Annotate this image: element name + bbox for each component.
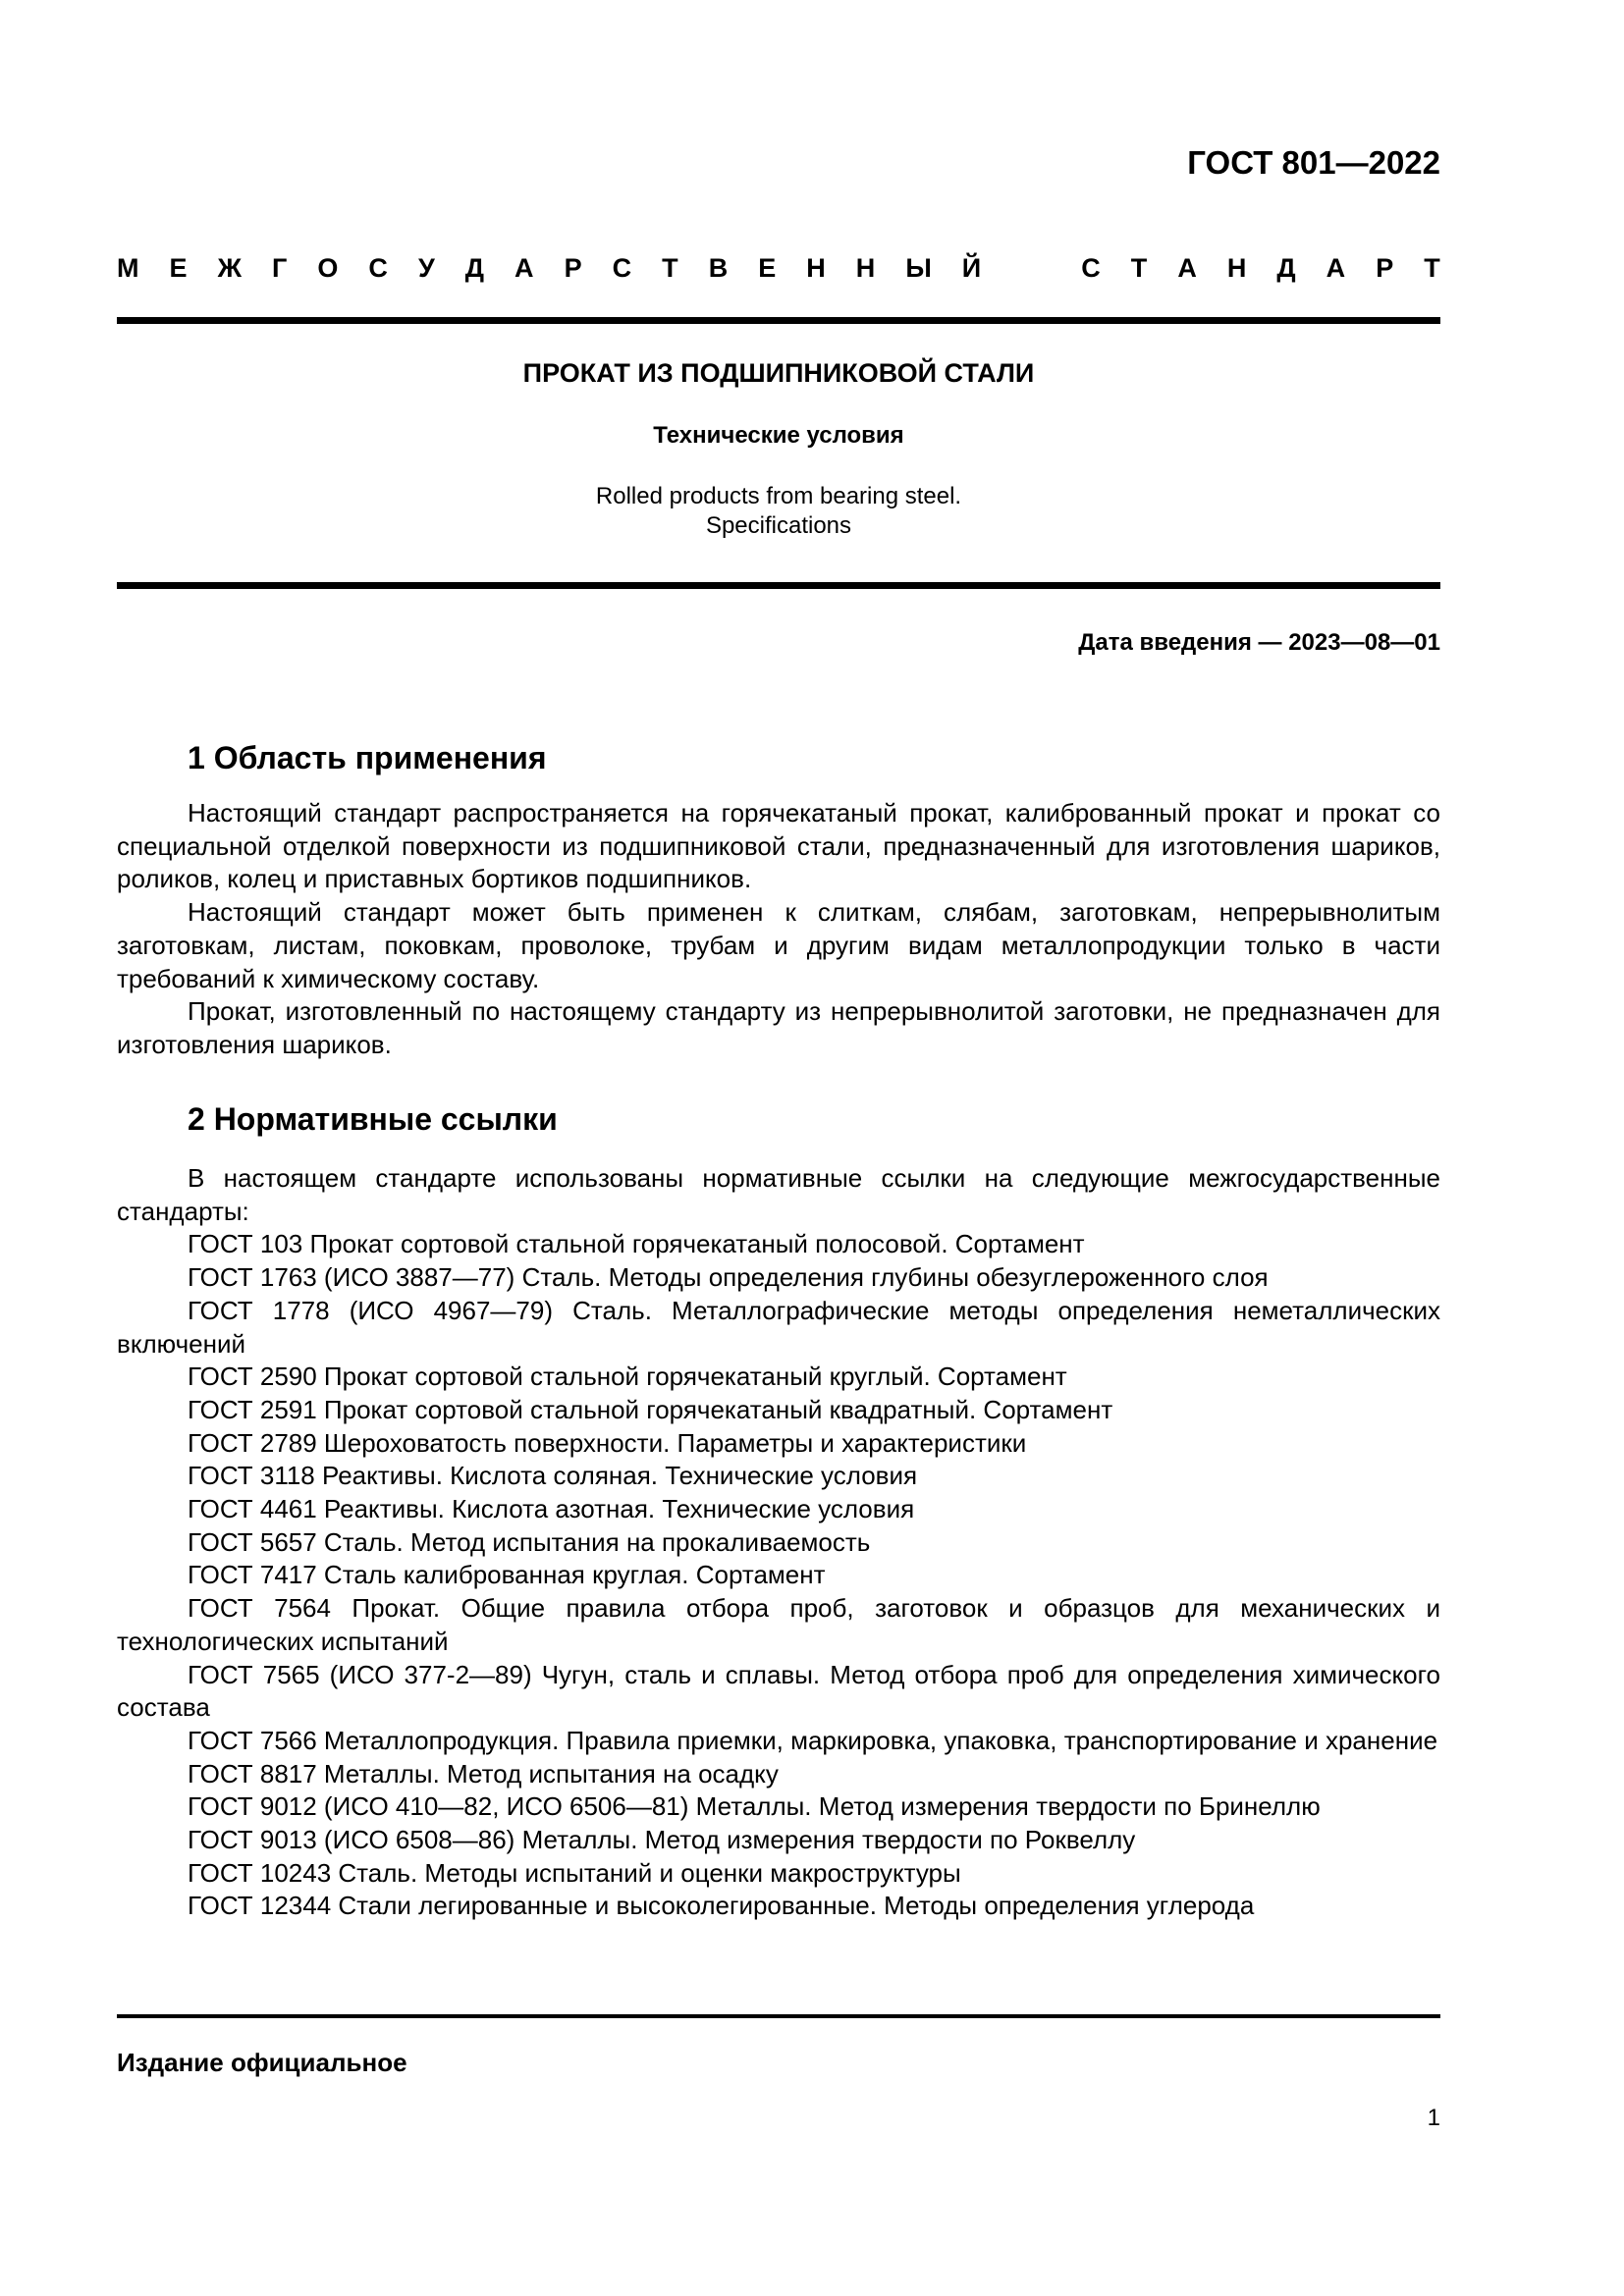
title-en-line-1: Rolled products from bearing steel. <box>595 483 962 509</box>
document-title-ru: ПРОКАТ ИЗ ПОДШИПНИКОВОЙ СТАЛИ <box>522 358 1035 388</box>
reference-item: ГОСТ 5657 Сталь. Метод испытания на прокаливаемость <box>188 1526 871 1557</box>
interstate-word-letter: В <box>708 253 729 283</box>
standard-word-letter: Р <box>1376 253 1394 283</box>
reference-item: ГОСТ 7417 Сталь калиброванная круглая. Сортамент <box>188 1560 826 1590</box>
standard-word-letter: С <box>1081 253 1101 283</box>
banner-word-gap <box>1011 251 1051 285</box>
reference-item: ГОСТ 8817 Металлы. Метод испытания на осадку <box>188 1758 779 1789</box>
reference-item: ГОСТ 9013 (ИСО 6508—86) Металлы. Метод измерения твердости по Роквеллу <box>188 1825 1136 1855</box>
interstate-word-letter: А <box>514 253 534 283</box>
interstate-word-letter: Г <box>272 253 288 283</box>
section-1-paragraph: Настоящий стандарт может быть применен к слиткам, слябам, заготовкам, непрерывнолитым заготовкам, листам, поковкам, проволоке, трубам и другим видам металлопродукции только в части требований к химическому составу. <box>117 897 1440 993</box>
page-number: 1 <box>1427 2105 1440 2131</box>
section-2-body <box>117 1162 1440 1923</box>
interstate-word-letter: М <box>117 253 139 283</box>
interstate-word-letter: Ж <box>217 253 242 283</box>
footer-rule <box>117 2014 1440 2018</box>
interstate-word-letter: Н <box>806 253 826 283</box>
reference-item: ГОСТ 7565 (ИСО 377-2—89) Чугун, сталь и сплавы. Метод отбора проб для определения химического состава <box>117 1659 1440 1723</box>
header-rule <box>117 317 1440 324</box>
document-page <box>117 0 1440 2296</box>
standard-word-letter: Т <box>1130 253 1148 283</box>
section-1-paragraph: Прокат, изготовленный по настоящему стандарту из непрерывнолитой заготовки, не предназначен для изготовления шариков. <box>117 996 1440 1059</box>
reference-item: ГОСТ 2590 Прокат сортовой стальной горячекатаный круглый. Сортамент <box>188 1362 1067 1392</box>
document-title-en <box>117 482 1440 541</box>
document-subtitle-ru: Технические условия <box>653 422 904 449</box>
section-2-heading: 2 Нормативные ссылки <box>188 1101 558 1137</box>
reference-item: ГОСТ 2789 Шероховатость поверхности. Параметры и характеристики <box>188 1427 1027 1458</box>
interstate-word-letter: Ы <box>905 253 932 283</box>
official-edition-label: Издание официальное <box>117 2048 407 2077</box>
interstate-word-letter: О <box>317 253 339 283</box>
interstate-word-letter: Е <box>758 253 777 283</box>
interstate-word-letter: У <box>417 253 435 283</box>
reference-item: ГОСТ 7566 Металлопродукция. Правила приемки, маркировка, упаковка, транспортирование и хранение <box>188 1725 1438 1755</box>
reference-item: ГОСТ 10243 Сталь. Методы испытаний и оценки макроструктуры <box>188 1857 961 1888</box>
interstate-standard-banner <box>117 251 1440 285</box>
title-rule <box>117 582 1440 589</box>
interstate-word-letter: Е <box>169 253 188 283</box>
interstate-word-letter: Р <box>564 253 582 283</box>
standard-word-letter: Д <box>1276 253 1296 283</box>
standard-word-letter: А <box>1177 253 1197 283</box>
section-1-body <box>117 797 1440 1062</box>
reference-item: ГОСТ 9012 (ИСО 410—82, ИСО 6506—81) Металлы. Метод измерения твердости по Бринеллю <box>188 1791 1321 1822</box>
reference-item: ГОСТ 2591 Прокат сортовой стальной горячекатаный квадратный. Сортамент <box>188 1394 1113 1424</box>
reference-item: ГОСТ 3118 Реактивы. Кислота соляная. Технические условия <box>188 1461 918 1491</box>
interstate-word-letter: Н <box>855 253 876 283</box>
title-en-line-2: Specifications <box>705 512 852 539</box>
reference-item: ГОСТ 103 Прокат сортовой стальной горячекатаный полосовой. Сортамент <box>188 1229 1085 1259</box>
interstate-word-letter: Т <box>662 253 678 283</box>
introduction-date: Дата введения — 2023—08—01 <box>1078 629 1440 656</box>
standard-word-letter: Т <box>1424 253 1440 283</box>
reference-item: ГОСТ 1763 (ИСО 3887—77) Сталь. Методы определения глубины обезуглероженного слоя <box>188 1262 1269 1293</box>
reference-item: ГОСТ 7564 Прокат. Общие правила отбора проб, заготовок и образцов для механических и технологических испытаний <box>117 1593 1440 1656</box>
document-number: ГОСТ 801—2022 <box>1187 144 1440 181</box>
reference-item: ГОСТ 12344 Стали легированные и высоколегированные. Методы определения углерода <box>188 1891 1255 1921</box>
interstate-word-letter: Д <box>464 253 485 283</box>
interstate-word-letter: С <box>612 253 632 283</box>
reference-item: ГОСТ 4461 Реактивы. Кислота азотная. Технические условия <box>188 1494 915 1524</box>
interstate-word-letter: Й <box>961 253 982 283</box>
interstate-word-letter: С <box>368 253 388 283</box>
standard-word-letter: А <box>1326 253 1346 283</box>
standard-word-letter: Н <box>1226 253 1247 283</box>
section-2-intro: В настоящем стандарте использованы нормативные ссылки на следующие межгосударственные стандарты: <box>117 1163 1440 1226</box>
section-1-heading: 1 Область применения <box>188 740 547 775</box>
reference-item: ГОСТ 1778 (ИСО 4967—79) Сталь. Металлографические методы определения неметаллических включений <box>117 1295 1440 1359</box>
section-1-paragraph: Настоящий стандарт распространяется на горячекатаный прокат, калиброванный прокат и прокат со специальной отделкой поверхности из подшипниковой стали, предназначенный для изготовления шариков, роликов, колец и приставных бортиков подшипников. <box>117 798 1440 894</box>
